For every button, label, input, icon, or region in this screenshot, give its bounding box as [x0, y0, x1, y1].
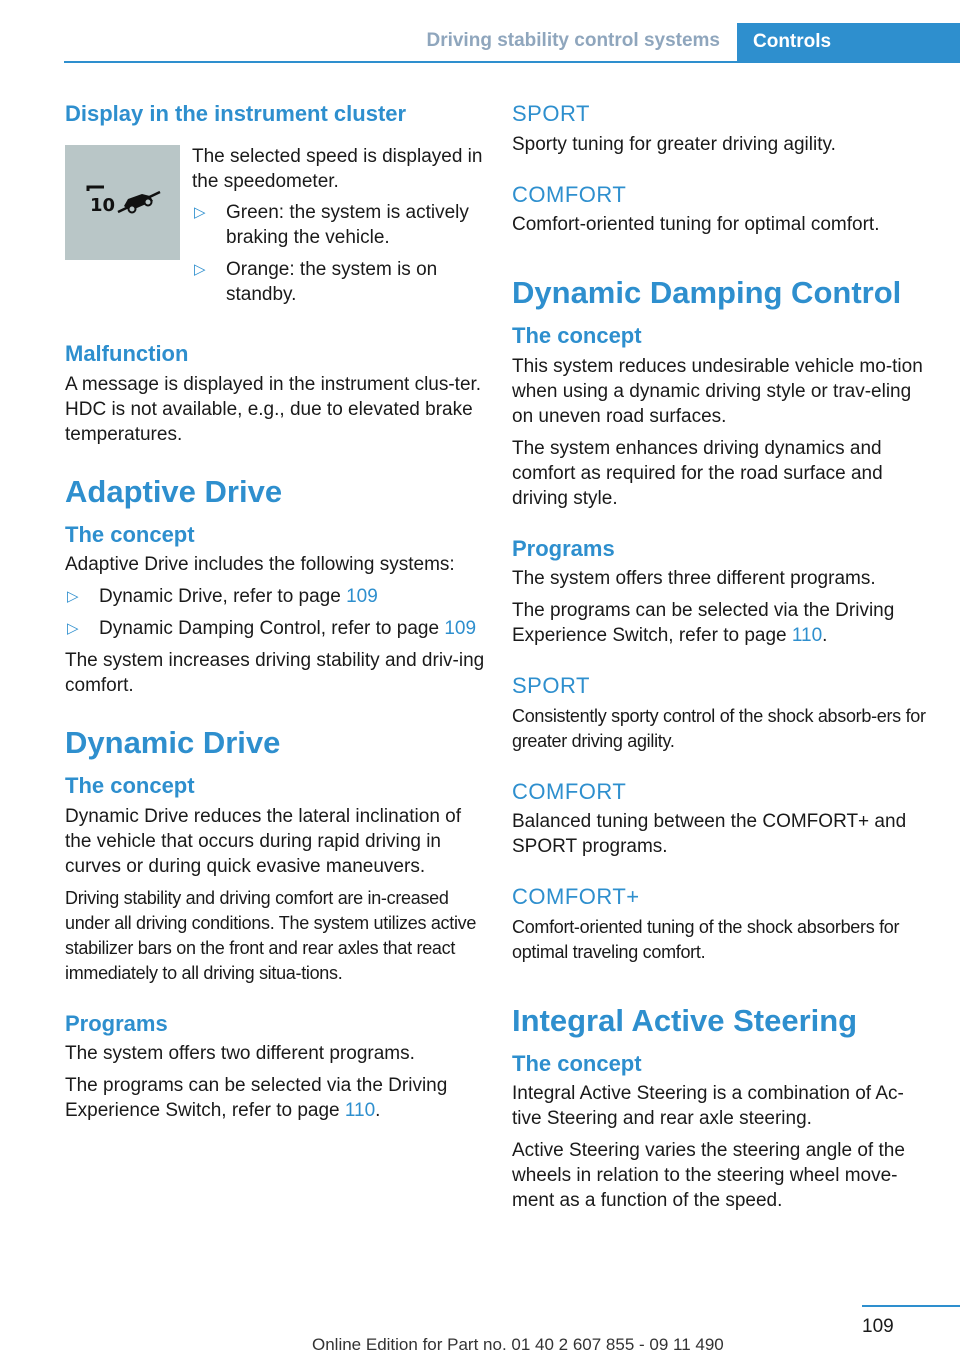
right-column: [512, 100, 932, 1213]
comfort-heading: COMFORT: [512, 181, 627, 207]
ddc-comfort-text: Balanced tuning between the COMFORT+ and SPORT programs.: [512, 811, 907, 858]
ddc-sport-text: Consistently sporty control of the shock absorb-ers for greater driving agility.: [512, 705, 926, 751]
sport-text: Sporty tuning for greater driving agility.: [512, 133, 836, 155]
ddc-programs-heading: Programs: [512, 535, 615, 561]
list-item: ▷ Dynamic Damping Control, refer to page 109: [67, 618, 477, 640]
adaptive-list: [65, 584, 485, 641]
bullet-triangle-icon: ▷: [67, 588, 79, 606]
edition-note: Online Edition for Part no. 01 40 2 607 855 - 09 11 490: [312, 1335, 724, 1354]
adaptive-text: The system increases driving stability and driv-ing comfort.: [65, 650, 485, 697]
ddc-comfortplus-heading: COMFORT+: [512, 884, 640, 910]
bullet-triangle-icon: ▷: [194, 260, 206, 278]
display-list: [192, 200, 485, 307]
dynamic-concept-heading: The concept: [65, 773, 195, 799]
display-section: [65, 100, 485, 315]
left-column: [65, 100, 485, 1123]
ddc-comfort-heading: COMFORT: [512, 778, 627, 804]
adaptive-concept-heading: The concept: [65, 521, 195, 547]
hdc-car-on-slope-icon: [84, 184, 162, 218]
bullet-triangle-icon: ▷: [194, 203, 206, 221]
bullet-triangle-icon: ▷: [67, 620, 79, 638]
ddc-text-1: This system reduces undesirable vehicle mo-tion when using a dynamic driving style or trav-eling on uneven road surfaces.: [512, 355, 923, 427]
dynamic-drive-text-1: Dynamic Drive reduces the lateral inclination of the vehicle that occurs during rapid driving in curves or during quick evasive maneuvers.: [65, 805, 462, 877]
programs-heading: Programs: [65, 1010, 168, 1036]
ias-text-1: Integral Active Steering is a combination of Ac-tive Steering and rear axle steering.: [512, 1083, 904, 1130]
dynamic-drive-heading: Dynamic Drive: [65, 725, 281, 761]
sport-heading: SPORT: [512, 101, 590, 126]
page-header: [0, 0, 960, 64]
header-rule: [64, 61, 960, 63]
list-item: ▷ Orange: the system is on standby.: [194, 258, 438, 305]
comfort-text: Comfort-oriented tuning for optimal comfort.: [512, 214, 880, 235]
adaptive-drive-heading: Adaptive Drive: [65, 473, 283, 509]
ddc-programs-text-1: The system offers three different programs.: [512, 568, 876, 590]
footer-rule: [862, 1305, 960, 1307]
hdc-indicator-image: [65, 145, 180, 260]
malfunction-text: A message is displayed in the instrument clus-ter. HDC is not available, e.g., due to elevated brake temperatures.: [65, 373, 482, 445]
adaptive-intro: Adaptive Drive includes the following systems:: [65, 554, 455, 576]
page-link[interactable]: 109: [346, 586, 378, 608]
display-intro: The selected speed is displayed in the speedometer.: [192, 145, 483, 192]
ias-heading: Integral Active Steering: [512, 1002, 858, 1038]
dynamic-drive-text-2: Driving stability and driving comfort are in-creased under all driving conditions. The system utilizes active stabilizer bars on the front and rear axles that react immediately to all driving situa-tions.: [65, 887, 477, 983]
page-number: 109: [862, 1316, 894, 1337]
ias-text-2: Active Steering varies the steering angle of the wheels in relation to the steering wheel move-ment as a function of the speed.: [512, 1140, 905, 1212]
ias-concept-heading: The concept: [512, 1050, 642, 1076]
header-chapter-tab: Controls: [737, 23, 960, 63]
ddc-text-2: The system enhances driving dynamics and comfort as required for the road surface and driving style.: [512, 437, 883, 509]
svg-text:10: 10: [90, 195, 116, 216]
programs-text-1: The system offers two different programs.: [65, 1043, 415, 1065]
malfunction-heading: Malfunction: [65, 341, 189, 366]
list-item: ▷ Dynamic Drive, refer to page 109: [67, 586, 378, 608]
header-section-title: Driving stability control systems: [426, 30, 720, 51]
page-link[interactable]: 110: [791, 625, 823, 647]
programs-text-2: The programs can be selected via the Driving Experience Switch, refer to page 110.: [65, 1075, 448, 1122]
page-link[interactable]: 109: [444, 618, 477, 640]
ddc-sport-heading: SPORT: [512, 673, 590, 699]
ddc-comfortplus-text: Comfort-oriented tuning of the shock absorbers for optimal traveling comfort.: [512, 916, 900, 962]
ddc-concept-heading: The concept: [512, 323, 642, 349]
page-link[interactable]: 110: [344, 1100, 376, 1122]
ddc-heading: Dynamic Damping Control: [512, 275, 902, 310]
display-heading: Display in the instrument cluster: [65, 101, 407, 126]
list-item: ▷ Green: the system is actively braking the vehicle.: [194, 201, 469, 248]
ddc-programs-text-2: The programs can be selected via the Driving Experience Switch, refer to page 110.: [512, 600, 895, 647]
